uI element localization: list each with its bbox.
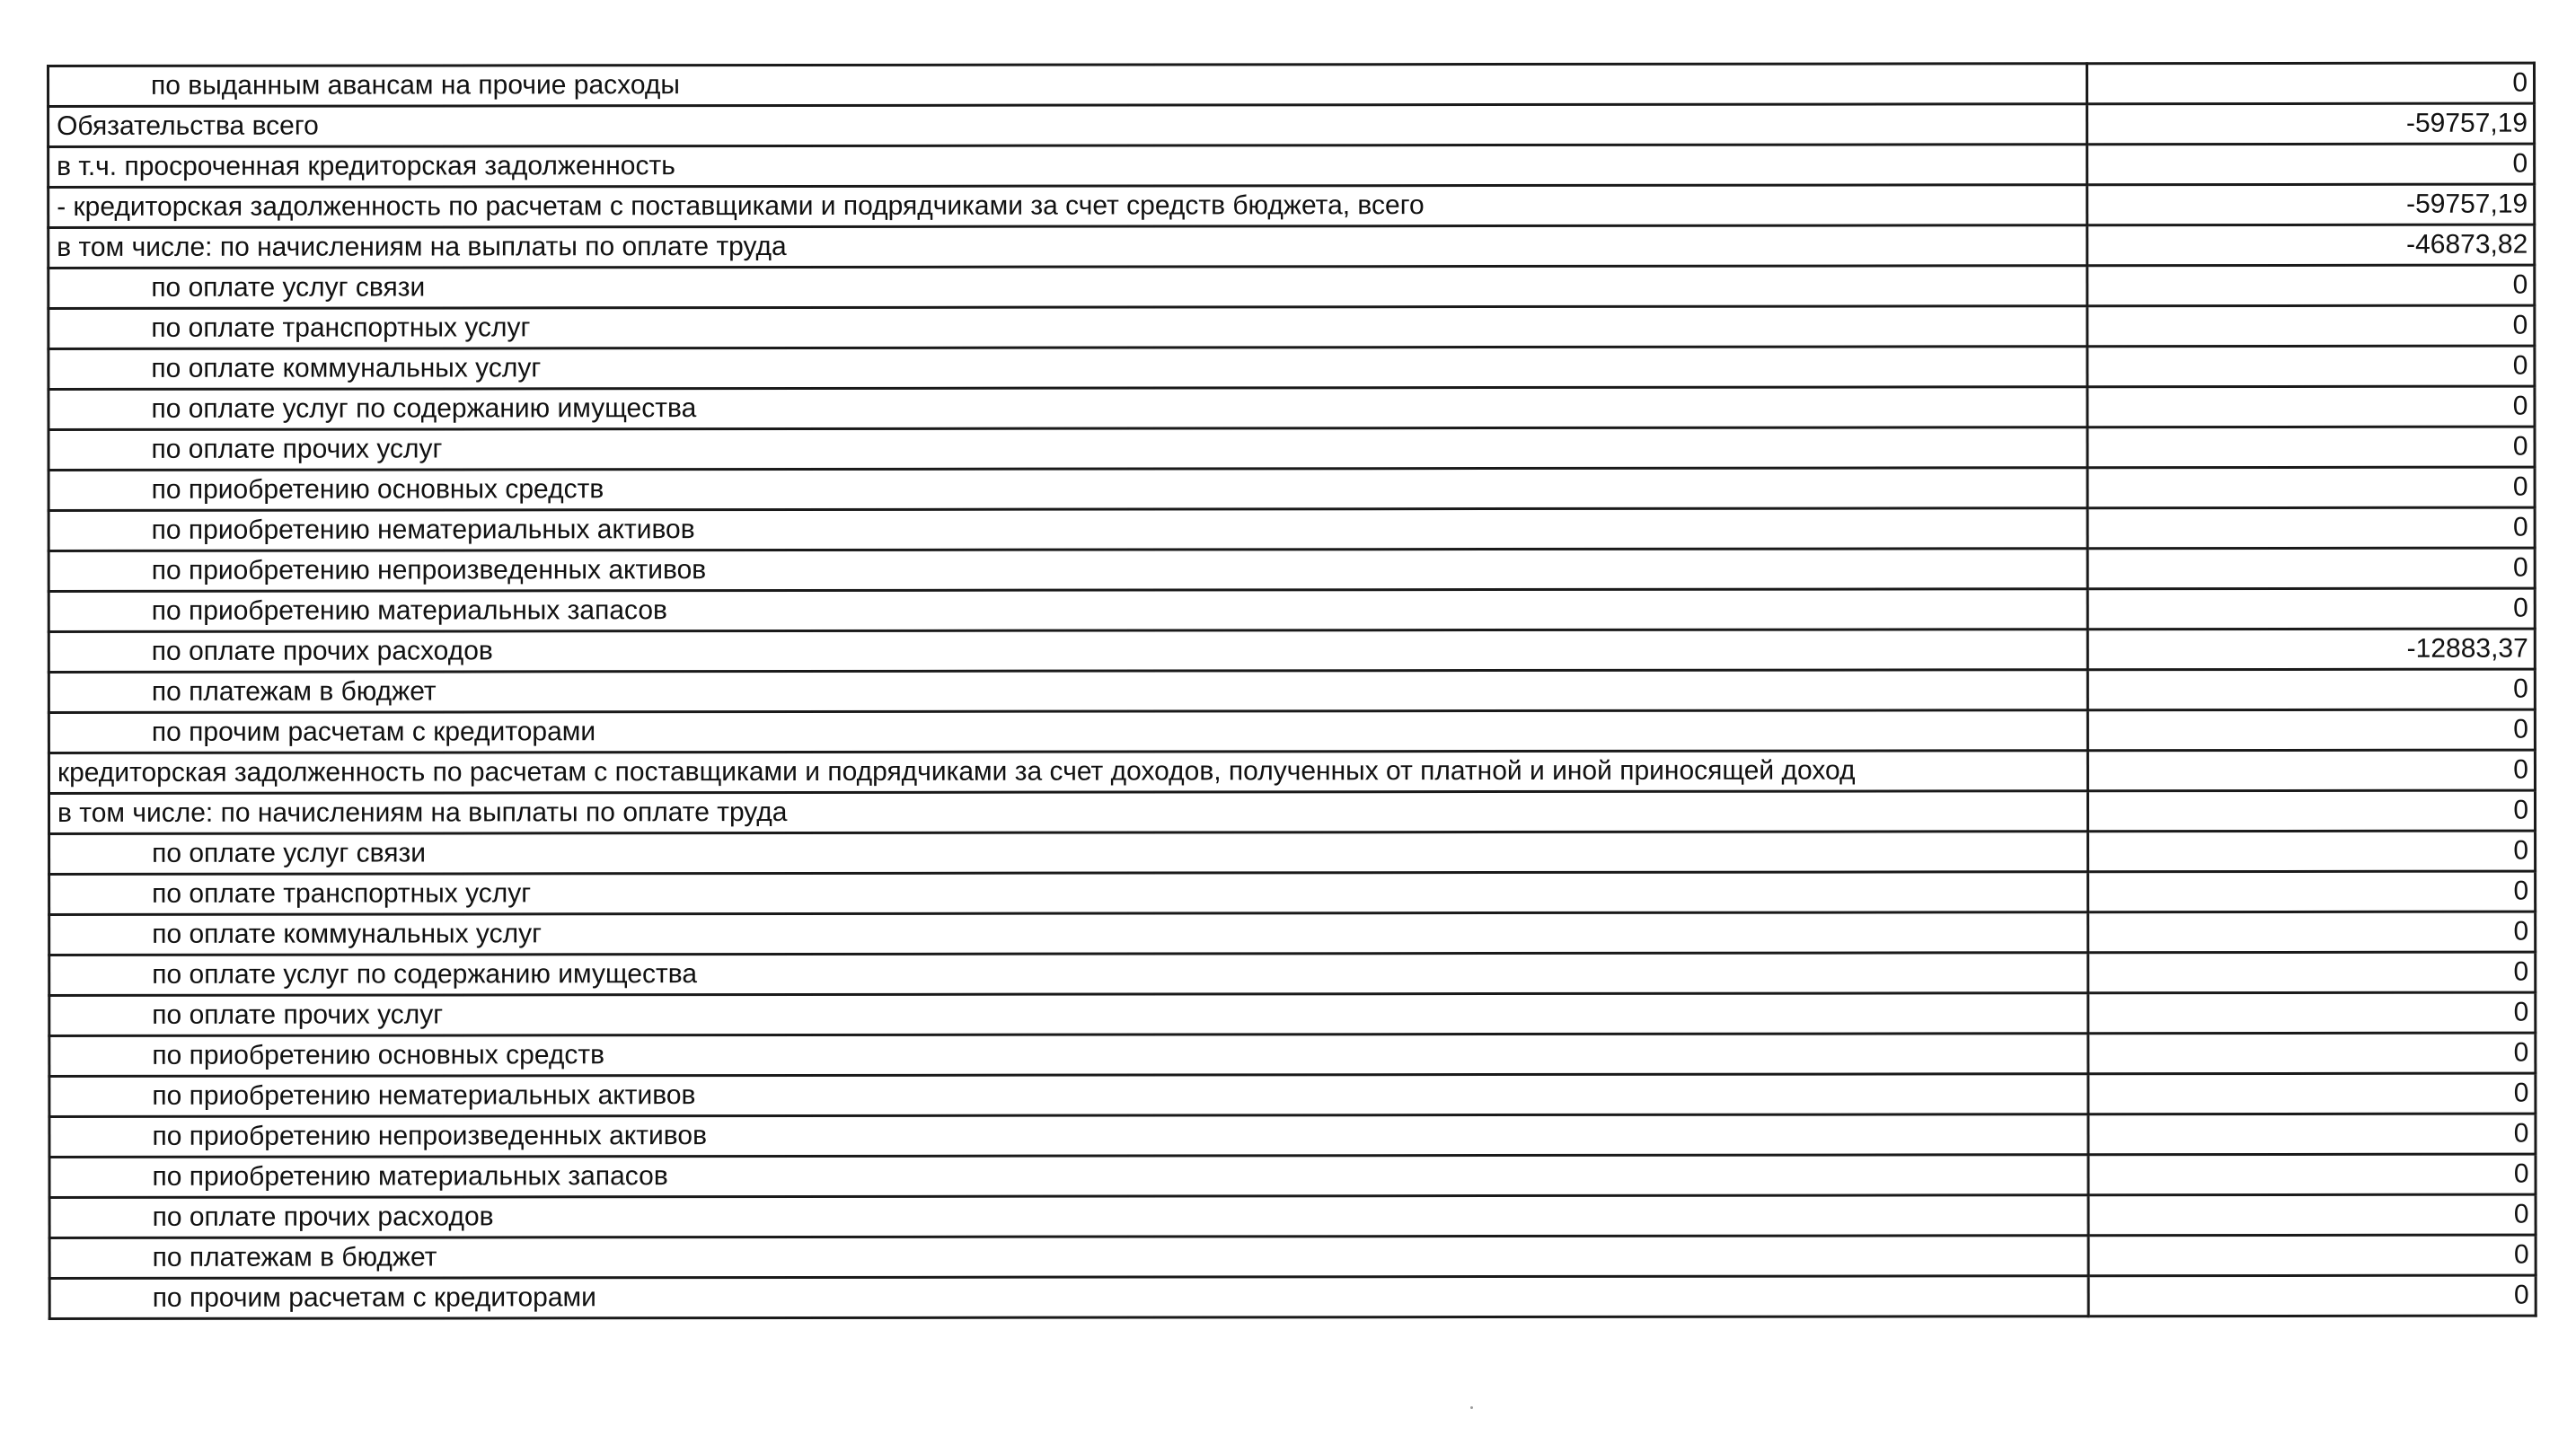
row-value: 0 (2088, 1154, 2536, 1195)
table-row (49, 103, 2535, 146)
row-label: по приобретению основных средств (49, 468, 2087, 511)
table-row (49, 265, 2535, 308)
row-value: 0 (2087, 548, 2535, 589)
row-label: в т.ч. просроченная кредиторская задолженность (49, 145, 2087, 188)
table-row (49, 1275, 2536, 1318)
row-label: по оплате прочих услуг (49, 993, 2088, 1036)
table-row (49, 1114, 2536, 1157)
table-row (49, 548, 2535, 591)
row-value: -46873,82 (2087, 225, 2535, 266)
row-label: по прочим расчетам с кредиторами (49, 1276, 2088, 1319)
liabilities-table (47, 62, 2537, 1320)
row-value: 0 (2088, 1275, 2536, 1317)
row-value: 0 (2087, 346, 2535, 387)
row-label: по оплате транспортных услуг (49, 872, 2088, 915)
row-value: 0 (2087, 467, 2535, 508)
row-value: -12883,37 (2087, 629, 2535, 670)
table-row (49, 305, 2535, 348)
table-row (49, 1194, 2536, 1237)
row-value: 0 (2088, 911, 2536, 953)
table-row (49, 1154, 2536, 1197)
row-value: 0 (2087, 507, 2535, 549)
table-row (49, 952, 2536, 995)
row-label: по приобретению непроизведенных активов (49, 1114, 2088, 1158)
row-value: 0 (2088, 1194, 2536, 1236)
table-row (49, 386, 2535, 429)
row-label: по оплате прочих расходов (49, 1195, 2088, 1238)
row-value: 0 (2087, 790, 2535, 832)
row-value: 0 (2088, 831, 2536, 872)
table-row (49, 427, 2535, 470)
table-row (49, 467, 2535, 510)
row-value: -59757,19 (2087, 103, 2535, 145)
row-value: 0 (2087, 144, 2535, 185)
table-row (49, 507, 2535, 550)
row-label: по приобретению нематериальных активов (49, 508, 2087, 551)
table-row (49, 750, 2535, 793)
row-label: по приобретению материальных запасов (49, 1155, 2088, 1198)
row-value: 0 (2088, 1033, 2536, 1074)
row-value: 0 (2087, 588, 2535, 630)
table-row (49, 911, 2536, 955)
table-row (49, 992, 2536, 1035)
row-value: 0 (2088, 992, 2536, 1034)
row-label: по оплате услуг по содержанию имущества (49, 387, 2087, 430)
row-value: 0 (2088, 952, 2536, 993)
table-row (49, 144, 2535, 187)
row-value: 0 (2088, 1114, 2536, 1155)
row-label: по оплате услуг связи (49, 266, 2087, 309)
table-row (49, 1073, 2536, 1116)
row-label: по прочим расчетам с кредиторами (49, 710, 2087, 753)
row-label: по приобретению непроизведенных активов (49, 549, 2087, 592)
row-value: 0 (2087, 750, 2535, 791)
row-value: -59757,19 (2087, 184, 2535, 225)
row-label: в том числе: по начислениям на выплаты по оплате труда (49, 791, 2087, 834)
row-value: 0 (2087, 305, 2535, 347)
table-row (49, 184, 2535, 227)
row-value: 0 (2088, 1235, 2536, 1276)
row-value: 0 (2088, 871, 2536, 912)
row-label: по приобретению материальных запасов (49, 589, 2087, 632)
table-row (49, 669, 2535, 712)
table-row (49, 346, 2535, 389)
row-label: по платежам в бюджет (49, 670, 2087, 713)
row-label: кредиторская задолженность по расчетам с поставщиками и подрядчиками за счет доходов, полученных от платной и иной приносящей доход (49, 751, 2087, 794)
row-label: по оплате коммунальных услуг (49, 912, 2088, 955)
row-label: Обязательства всего (49, 104, 2087, 147)
table-row (49, 709, 2535, 753)
table-row (49, 588, 2535, 631)
row-label: по оплате коммунальных услуг (49, 347, 2087, 390)
row-label: в том числе: по начислениям на выплаты по оплате труда (49, 225, 2087, 269)
row-label: по платежам в бюджет (49, 1236, 2088, 1279)
row-value: 0 (2087, 427, 2535, 468)
table-body (49, 63, 2536, 1318)
table-row (49, 1033, 2536, 1076)
table-row (49, 871, 2536, 914)
table-row (49, 225, 2535, 268)
row-label: по оплате транспортных услуг (49, 306, 2087, 349)
row-label: - кредиторская задолженность по расчетам с поставщиками и подрядчиками за счет средств бюджета, всего (49, 185, 2087, 228)
row-value: 0 (2087, 63, 2535, 104)
table-row (49, 831, 2536, 874)
scan-speck (1470, 1406, 1473, 1409)
table-row (49, 1235, 2536, 1278)
row-label: по приобретению основных средств (49, 1034, 2088, 1077)
row-value: 0 (2087, 709, 2535, 751)
row-value: 0 (2087, 386, 2535, 427)
row-value: 0 (2087, 669, 2535, 710)
row-label: по оплате услуг связи (49, 832, 2088, 875)
table-row (49, 63, 2535, 106)
row-label: по оплате прочих услуг (49, 427, 2087, 471)
table-row (49, 629, 2535, 672)
row-value: 0 (2087, 265, 2535, 306)
table-row (49, 790, 2535, 833)
row-label: по приобретению нематериальных активов (49, 1074, 2088, 1117)
row-value: 0 (2088, 1073, 2536, 1114)
row-label: по оплате услуг по содержанию имущества (49, 953, 2088, 996)
row-label: по выданным авансам на прочие расходы (49, 64, 2087, 107)
row-label: по оплате прочих расходов (49, 630, 2087, 673)
